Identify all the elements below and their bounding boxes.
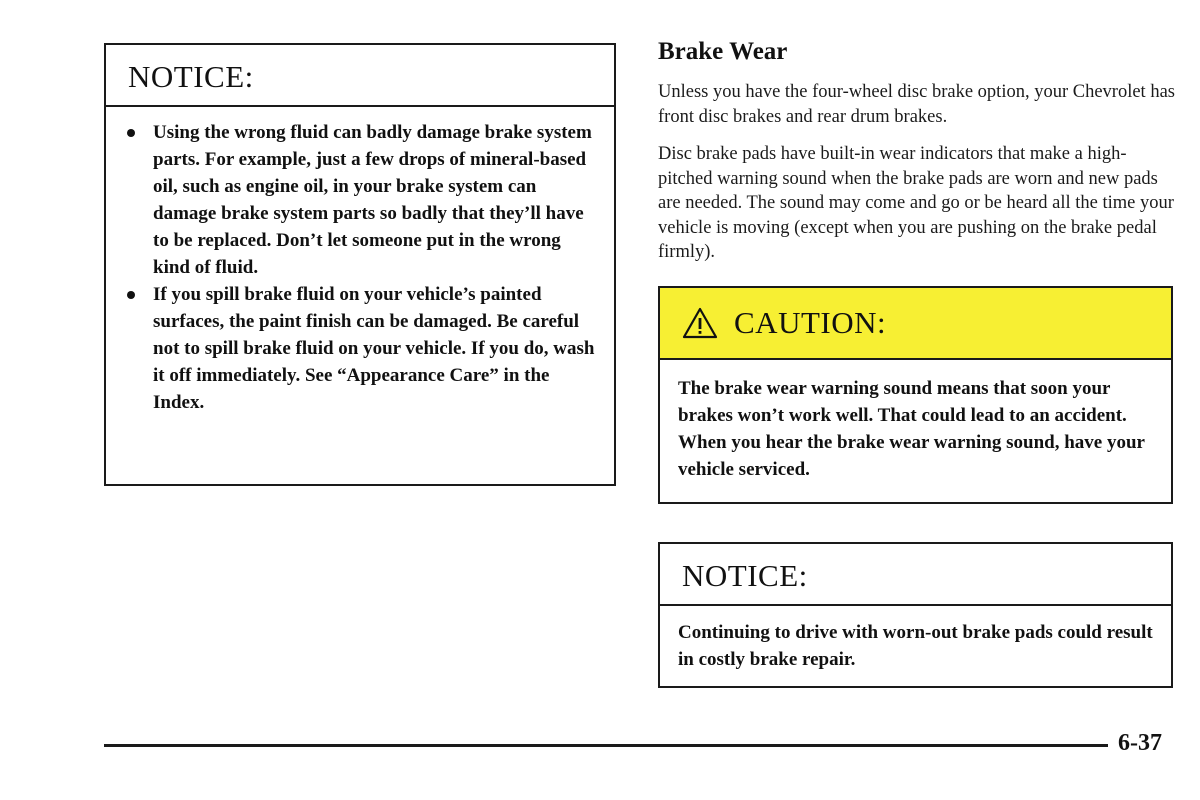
caution-title: CAUTION:	[734, 305, 887, 340]
section-heading-brake-wear: Brake Wear	[658, 38, 788, 65]
page-number: 6-37	[1118, 730, 1162, 756]
notice-header	[660, 544, 1171, 606]
caution-header	[660, 288, 1171, 360]
bullet-icon	[127, 129, 135, 137]
notice-header	[106, 45, 614, 107]
bullet-icon	[127, 291, 135, 299]
footer-rule	[104, 744, 1108, 747]
notice-body	[106, 107, 614, 416]
caution-body: The brake wear warning sound means that soon your brakes won’t work well. That could lead to an accident. When you hear the brake wear warning sound, have your vehicle serviced.	[678, 378, 1145, 480]
notice-bullet-text: Using the wrong fluid can badly damage brake system parts. For example, just a few drops of mineral-based oil, such as engine oil, in your brake system can damage brake system parts so badly that they’ll have to be replaced. Don’t let someone put in the wrong kind of fluid.	[153, 122, 592, 278]
notice-title: NOTICE:	[682, 558, 808, 593]
notice-bullet-item	[124, 281, 596, 416]
notice-box-fluid	[104, 43, 616, 486]
notice-bullet-list	[124, 119, 596, 416]
brake-wear-paragraph: Disc brake pads have built-in wear indicators that make a high-pitched warning sound when the brake pads are worn and new pads are needed. The sound may come and go or be heard all the time your vehicle is moving (except when you are pushing on the brake pedal firmly).	[658, 144, 1174, 262]
caution-box	[658, 286, 1173, 504]
notice-bullet-text: If you spill brake fluid on your vehicle’s painted surfaces, the paint finish can be damaged. Be careful not to spill brake fluid on your vehicle. If you do, wash it off immediately. See “Appearance Care” in the Index.	[153, 284, 595, 413]
brake-wear-paragraph: Unless you have the four-wheel disc brake option, your Chevrolet has front disc brakes and rear drum brakes.	[658, 82, 1175, 127]
notice-body: Continuing to drive with worn-out brake pads could result in costly brake repair.	[678, 622, 1153, 670]
notice-box-brake-pads	[658, 542, 1173, 688]
notice-bullet-item	[124, 119, 596, 281]
notice-title: NOTICE:	[128, 59, 254, 94]
warning-triangle-icon	[682, 307, 718, 339]
